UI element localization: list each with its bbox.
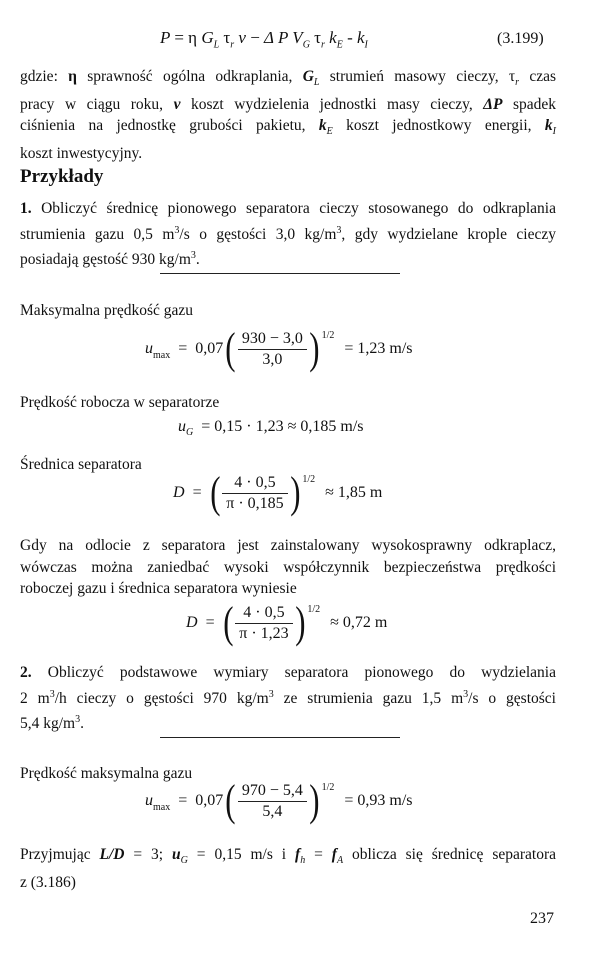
example-1-line-2: strumienia gazu 0,5 $m^3/s$ o gęstości 3,0 $kg/m^3$, gdy wydzielane krople cieczy [20, 224, 557, 243]
eq-symbol: Δ P [264, 28, 289, 47]
final-line-1: Przyjmując L/D = 3; $u_G = 0,15$ m/s i $f_h = f_A$ oblicza się średnicę separatora [20, 846, 557, 867]
fraction: $\frac{970 - 5,4}{5,4}$ [238, 782, 307, 821]
eq-symbol: G [201, 28, 214, 47]
diameter-label: Średnica separatora [20, 456, 142, 473]
separator-rule-1 [160, 273, 400, 274]
equation-number: (3.199) [497, 30, 544, 47]
definitions-line-4: koszt inwestycyjny. [20, 144, 143, 162]
example-1-line-3: posiadają gęstość 930 $kg/m^3$. [20, 250, 200, 269]
example-2-line-1: 2. Obliczyć podstawowe wymiary separatora pionowego do wydzielania [20, 664, 556, 681]
left-paren: ( [222, 598, 234, 647]
fraction: $\frac{4 \cdot 0,5}{\pi \cdot 0,185}$ [222, 474, 287, 513]
example-2-text [20, 662, 556, 735]
page-number: 237 [530, 910, 554, 927]
final-paragraph [20, 844, 556, 893]
separator-rule-2 [160, 737, 400, 738]
equation-ug: u $_G$ = 0,15 · 1,23 ≈ 0,185 m/s [178, 418, 364, 438]
definitions-line-3: ciśnienia na jednostkę grubości pakietu, $k_E$ koszt jednostkowy energii, $k_I$ [20, 117, 556, 138]
eq-subscript: L [213, 39, 220, 51]
eq-subscript: E [336, 39, 343, 51]
final-line-2: z (3.186) [20, 873, 76, 891]
paragraph-2 [20, 535, 556, 600]
max-speed-label: Maksymalna prędkość gazu [20, 302, 194, 319]
left-paren: ( [225, 776, 236, 825]
example-2-line-3: 5,4 $kg/m^3$. [20, 714, 84, 733]
equation-umax-1: u $_{max}$ = 0,07 ( $\frac{930 - 3,0}{3,0}$ ) $^{1/2}$ = 1,23 m/s [145, 324, 413, 373]
eq-operator: − [250, 28, 260, 47]
eq-symbol: k [357, 28, 365, 47]
paragraph-2-line-2: wówczas można zaniedbać wysoki współczynnik bezpieczeństwa prędkości [20, 558, 556, 576]
example-1-text [20, 198, 556, 271]
right-paren: ) [289, 468, 301, 517]
right-paren: ) [294, 598, 306, 647]
example-2-line-2: 2 $m^3/h$ cieczy o gęstości 970 $kg/m^3$ ze strumienia gazu 1,5 $m^3/s$ o gęstości [20, 688, 556, 707]
equation-D-1: D = ( $\frac{4 \cdot 0,5}{\pi \cdot 0,185}$ ) $^{1/2}$ ≈ 1,85 m [173, 468, 383, 517]
eq-subscript: I [364, 39, 368, 51]
left-paren: ( [225, 324, 236, 373]
fraction: $\frac{930 - 3,0}{3,0}$ [238, 330, 307, 369]
eq-symbol: η [188, 28, 198, 47]
definitions-line-1: gdzie: η sprawność ogólna odkraplania, $G_L$ strumień masowy cieczy, $\tau_r$ czas [20, 68, 557, 89]
paragraph-2-line-3: roboczej gazu i średnica separatora wyniesie [20, 580, 297, 597]
right-paren: ) [309, 324, 320, 373]
equation-3-199: P = η $G_L$ $\tau_r$ v − Δ P $V_G$ $\tau_r$ $k_E - k_I$ [160, 28, 368, 51]
eq-subscript: r [230, 39, 235, 51]
eq-symbol: v [238, 28, 246, 47]
eq-symbol: V [292, 28, 303, 47]
eq-subscript: G [302, 39, 310, 51]
max-speed-label-2: Prędkość maksymalna gazu [20, 765, 193, 782]
work-speed-label: Prędkość robocza w separatorze [20, 394, 220, 411]
equation-D-2: D = ( $\frac{4 \cdot 0,5}{\pi \cdot 1,23}$ ) $^{1/2}$ ≈ 0,72 m [186, 598, 388, 647]
left-paren: ( [209, 468, 221, 517]
equation-umax-2: u $_{max}$ = 0,07 ( $\frac{970 - 5,4}{5,4}$ ) $^{1/2}$ = 0,93 m/s [145, 776, 413, 825]
section-heading: Przykłady [20, 166, 104, 187]
definitions-line-2: pracy w ciągu roku, v koszt wydzielenia jednostki masy cieczy, ΔP spadek [20, 95, 557, 113]
fraction: $\frac{4 \cdot 0,5}{\pi \cdot 1,23}$ [235, 604, 292, 643]
eq-symbol: P [160, 28, 171, 47]
eq-symbol: τ [314, 28, 322, 47]
paragraph-2-line-1: Gdy na odlocie z separatora jest zainstalowany wysokosprawny odkraplacz, [20, 537, 556, 554]
definitions-block [20, 66, 556, 164]
eq-symbol: τ [223, 28, 231, 47]
right-paren: ) [309, 776, 320, 825]
eq-symbol: k [329, 28, 337, 47]
example-1-line-1: 1. Obliczyć średnicę pionowego separatora cieczy stosowanego do odkraplania [20, 200, 556, 217]
eq-subscript: r [321, 39, 325, 51]
